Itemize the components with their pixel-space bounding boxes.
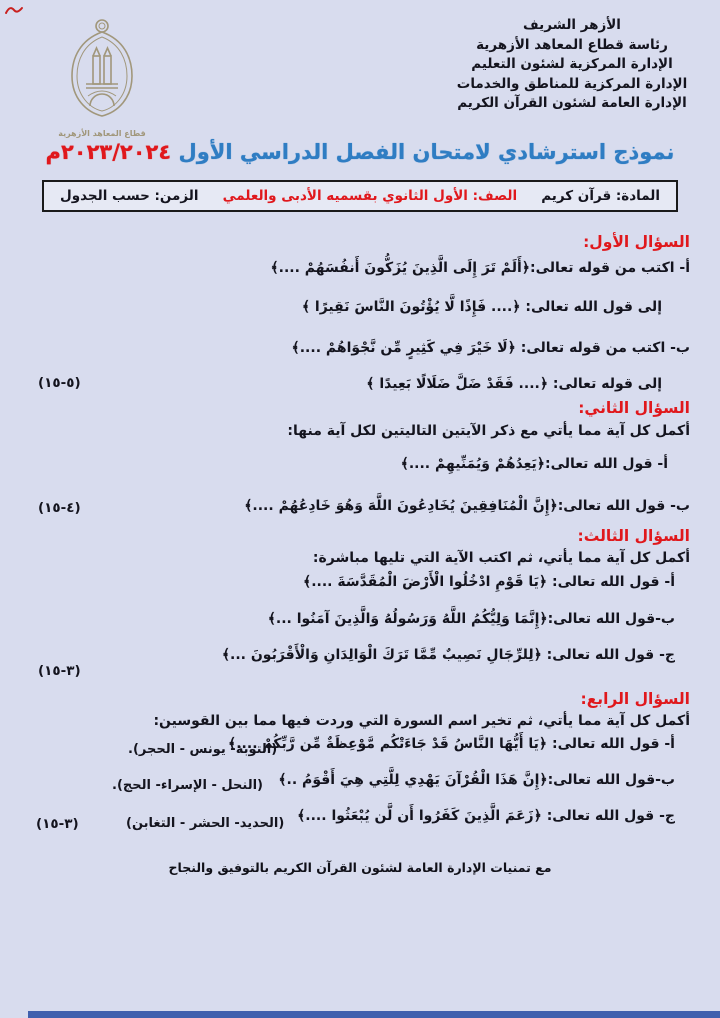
question4-intro: أكمل كل آية مما يأتي، ثم تخير اسم السورة التي وردت فيها مما بين القوسين: [153,713,690,729]
question3-heading: السؤال الثالث: [577,527,690,545]
question2-part-b: ب- قول الله تعالى:﴿إِنَّ الْمُنَافِقِينَ يُخَادِعُونَ اللَّهَ وَهُوَ خَادِعُهُمْ ....﴾ [244,498,690,514]
question2-part-a: أ- قول الله تعالى:﴿يَعِدُهُمْ وَيُمَنِّيهِمْ ....﴾ [400,456,668,472]
footer-wishes: مع تمنيات الإدارة العامة لشئون القرآن الكريم بالتوفيق والنجاح [168,860,552,875]
question3-part-c: ج- قول الله تعالى: ﴿لِلرِّجَالِ نَصِيبٌ مِّمَّا تَرَكَ الْوَالِدَانِ وَالْأَقْرَبُونَ ...﴾ [221,647,675,663]
question4-marks: (٣-١٥) [36,816,79,832]
org-line-1: الأزهر الشريف [523,17,621,33]
exam-title-text: نموذج استرشادي لامتحان الفصل الدراسي الأول [178,140,675,164]
question4-part-c: ج- قول الله تعالى: ﴿زَعَمَ الَّذِينَ كَفَرُوا أَن لَّن يُبْعَثُوا ....﴾ [297,808,675,824]
org-line-5: الإدارة العامة لشئون القرآن الكريم [457,95,687,111]
info-time: الزمن: حسب الجدول [60,188,199,204]
question4-part-b: ب-قول الله تعالى:﴿إِنَّ هَذَا الْقُرْآنَ يَهْدِي لِلَّتِي هِيَ أَقْوَمُ ..﴾ [278,772,675,788]
question4-heading: السؤال الرابع: [580,690,690,708]
info-subject: المادة: قرآن كريم [541,188,660,204]
corner-pen-mark-icon [4,3,24,17]
question1-heading: السؤال الأول: [583,233,690,251]
mosque-emblem-icon [60,18,144,124]
question2-heading: السؤال الثاني: [578,399,690,417]
info-grade: الصف: الأول الثانوي بقسميه الأدبى والعلمي [222,188,518,204]
question1-part-b: ب- اكتب من قوله تعالى: ﴿لَا خَيْرَ فِي كَثِيرٍ مِّن نَّجْوَاهُمْ ....﴾ [291,340,690,356]
exam-title-year: ٢٠٢٣/٢٠٢٤م [45,140,172,164]
org-line-2: رئاسة قطاع المعاهد الأزهرية [476,36,668,53]
org-header [432,16,712,114]
question4-part-b-choices: (النحل - الإسراء- الحج). [112,778,263,793]
question4-part-a: أ- قول الله تعالى: ﴿يَا أَيُّهَا النَّاسُ قَدْ جَاءَتْكُم مَّوْعِظَةٌ مِّن رَّبِّكُمْ ....﴾ [228,736,675,752]
exam-title [0,140,720,164]
azhar-institutes-logo [56,18,148,138]
question2-intro: أكمل كل آية مما يأتي مع ذكر الآيتين التاليتين لكل آية منها: [287,423,690,439]
exam-info-bar [42,180,678,212]
question3-marks: (٣-١٥) [38,663,81,679]
question3-part-b: ب-قول الله تعالى:﴿إِنَّمَا وَلِيُّكُمُ اللَّهُ وَرَسُولُهُ وَالَّذِينَ آمَنُوا ...﴾ [267,611,675,627]
question1-part-a-end: إلى قول الله تعالى: ﴿.... فَإِذًا لَّا يُؤْتُونَ النَّاسَ نَقِيرًا ﴾ [301,299,662,315]
question4-part-c-choices: (الحديد- الحشر - التغابن) [126,816,285,831]
logo-caption: قطاع المعاهد الأزهرية [58,129,146,138]
org-line-3: الإدارة المركزية لشئون التعليم [471,56,673,72]
bottom-blue-bar [28,1011,720,1018]
org-line-4: الإدارة المركزية للمناطق والخدمات [456,75,688,92]
question2-marks: (٤-١٥) [38,500,81,516]
question3-intro: أكمل كل آية مما يأتي، ثم اكتب الآية التي تليها مباشرة: [312,550,690,566]
question1-part-b-end: إلى قوله تعالى: ﴿.... فَقَدْ ضَلَّ ضَلَالًا بَعِيدًا ﴾ [366,376,662,392]
question1-marks: (٥-١٥) [38,375,81,391]
question3-part-a: أ- قول الله تعالى: ﴿يَا قَوْمِ ادْخُلُوا الْأَرْضَ الْمُقَدَّسَةَ ....﴾ [302,574,675,590]
question4-part-a-choices: (التوبة- يونس - الحجر). [128,742,278,757]
question1-part-a: أ- اكتب من قوله تعالى:﴿أَلَمْ تَرَ إِلَى الَّذِينَ يُزَكُّونَ أَنفُسَهُمْ ....﴾ [270,260,690,276]
